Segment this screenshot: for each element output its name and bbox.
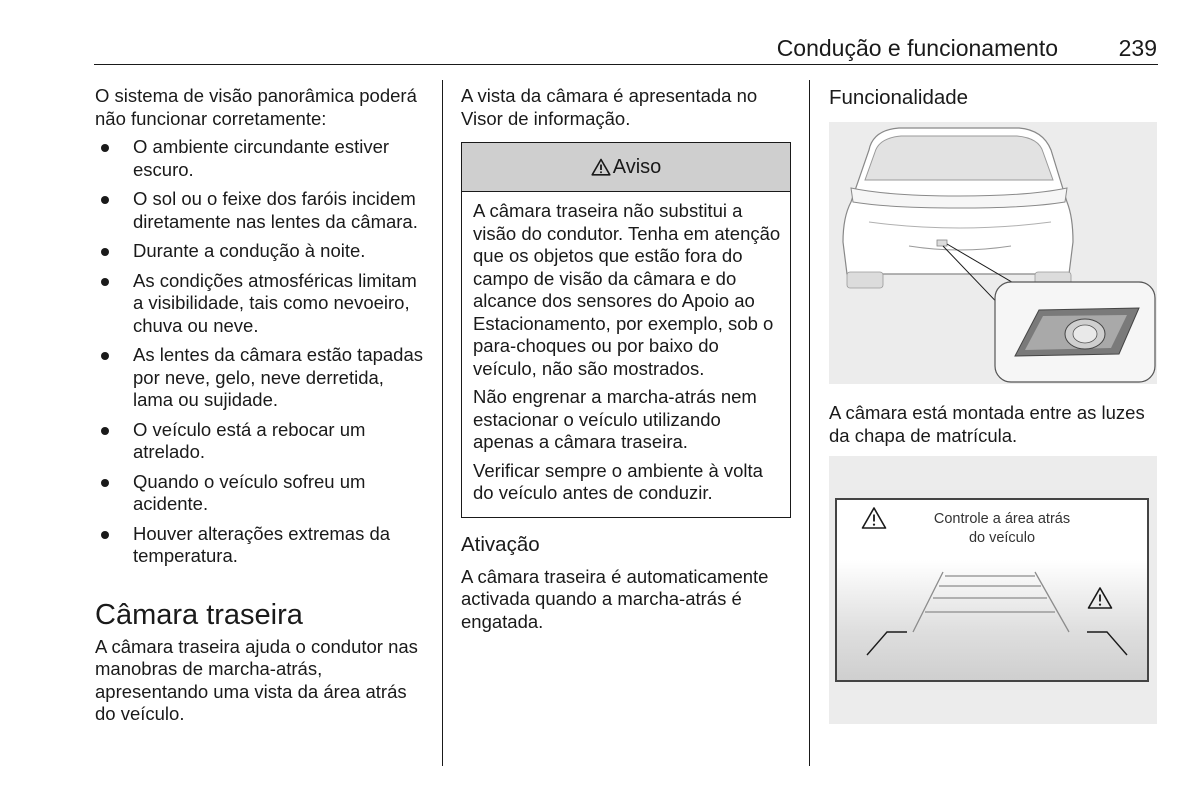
intro-paragraph: A vista da câmara é apresentada no Visor de informação. xyxy=(461,85,758,129)
page-number: 239 xyxy=(1118,35,1157,61)
column-1 xyxy=(95,85,423,726)
activation-paragraph: A câmara traseira é automaticamente activada quando a marcha-atrás é engatada. xyxy=(461,565,769,632)
warning-body xyxy=(462,192,790,517)
warning-paragraph: Não engrenar a marcha-atrás nem estacionar o veículo utilizando apenas a câmara traseira. xyxy=(473,386,757,452)
warning-paragraph: Verificar sempre o ambiente à volta do veículo antes de conduzir. xyxy=(473,459,763,503)
list-item: O ambiente circundante estiver escuro. xyxy=(95,136,423,181)
screen-message-line: Controle a área atrás xyxy=(933,511,1071,527)
screen-message-line: do veículo xyxy=(968,530,1036,546)
section-paragraph: A câmara traseira ajuda o condutor nas manobras de marcha-atrás, apresentando uma vista da área atrás do veículo. xyxy=(95,635,418,724)
rear-camera-location-figure xyxy=(829,122,1157,384)
column-2 xyxy=(461,85,791,633)
running-header-title: Condução e funcionamento xyxy=(776,35,1058,61)
list-item: Houver alterações extremas da temperatura. xyxy=(95,523,423,568)
list-item: As lentes da câmara estão tapadas por neve, gelo, neve derretida, lama ou sujidade. xyxy=(95,344,423,412)
warning-triangle-icon xyxy=(591,158,611,176)
parking-guide-lines xyxy=(837,500,1147,680)
column-divider-1 xyxy=(442,80,443,766)
column-3 xyxy=(829,85,1159,119)
list-item: O veículo está a rebocar um atrelado. xyxy=(95,419,423,464)
figure-caption: A câmara está montada entre as luzes da chapa de matrícula. xyxy=(829,402,1145,446)
section-heading: Câmara traseira xyxy=(95,598,303,631)
list-item: O sol ou o feixe dos faróis incidem diretamente nas lentes da câmara. xyxy=(95,188,423,233)
list-item: As condições atmosféricas limitam a visibilidade, tais como nevoeiro, chuva ou neve. xyxy=(95,270,423,338)
list-item: Durante a condução à noite. xyxy=(95,240,423,263)
conditions-list xyxy=(95,136,423,568)
warning-title: Aviso xyxy=(612,155,662,178)
warning-box xyxy=(461,142,791,518)
column-divider-2 xyxy=(809,80,810,766)
functionality-heading: Funcionalidade xyxy=(829,86,969,109)
warning-paragraph: A câmara traseira não substitui a visão do condutor. Tenha em atenção que os objetos que estão fora do campo de visão da câmara e do alcance dos sensores do Apoio ao Estacionamento, por exemplo, sob o para-choques ou por baixo do veículo, não são mostrados. xyxy=(473,200,781,379)
camera-display-figure xyxy=(829,456,1157,724)
list-item: Quando o veículo sofreu um acidente. xyxy=(95,471,423,516)
warning-header xyxy=(462,143,790,192)
activation-heading: Ativação xyxy=(461,532,540,556)
display-screen xyxy=(835,498,1149,682)
intro-paragraph: O sistema de visão panorâmica poderá não funcionar corretamente: xyxy=(95,85,417,129)
header-rule xyxy=(94,64,1158,65)
